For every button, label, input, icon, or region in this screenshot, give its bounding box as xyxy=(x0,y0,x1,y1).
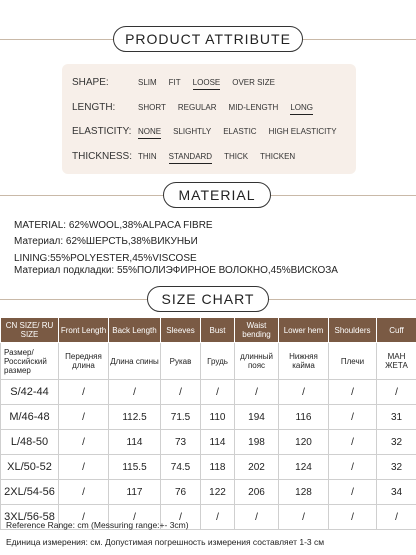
lining-en xyxy=(14,253,197,264)
material-en-label: MATERIAL: xyxy=(14,220,69,231)
value-cell: 194 xyxy=(235,405,279,430)
header-cell: Back Length xyxy=(109,318,161,343)
header-cell: Shoulders xyxy=(329,318,377,343)
value-cell: / xyxy=(235,380,279,405)
value-cell: 32 xyxy=(377,430,416,455)
size-cell: XL/50-52 xyxy=(1,455,59,480)
attribute-option-selected: STANDARD xyxy=(168,151,213,161)
header-cell: Bust xyxy=(201,318,235,343)
value-cell: / xyxy=(59,455,109,480)
value-cell: 71.5 xyxy=(161,405,201,430)
ru-header-cell: Нижняя кайма xyxy=(279,343,329,380)
lining-ru-label: Материал подкладки: xyxy=(14,265,117,276)
table-row xyxy=(1,430,416,455)
size-cell: L/48-50 xyxy=(1,430,59,455)
attribute-label: ELASTICITY: xyxy=(72,125,132,137)
table-row xyxy=(1,455,416,480)
attribute-row-length xyxy=(72,98,325,116)
table-row xyxy=(1,405,416,430)
ru-header-cell: Грудь xyxy=(201,343,235,380)
value-cell: 124 xyxy=(279,455,329,480)
value-cell: / xyxy=(201,505,235,530)
value-cell: 206 xyxy=(235,480,279,505)
value-cell: / xyxy=(329,430,377,455)
ru-header-cell: Рукав xyxy=(161,343,201,380)
size-table xyxy=(0,317,416,530)
product-attribute-header xyxy=(0,26,416,52)
value-cell: 34 xyxy=(377,480,416,505)
product-attribute-title: PRODUCT ATTRIBUTE xyxy=(113,26,303,52)
value-cell: 202 xyxy=(235,455,279,480)
size-cell: M/46-48 xyxy=(1,405,59,430)
table-row xyxy=(1,380,416,405)
value-cell: 114 xyxy=(109,430,161,455)
attribute-option: MID-LENGTH xyxy=(228,102,279,112)
material-ru xyxy=(14,236,198,247)
size-table-header xyxy=(1,318,416,343)
attribute-row-elasticity xyxy=(72,122,349,140)
attribute-row-shape xyxy=(72,73,287,91)
reference-note-en: Reference Range: cm (Messuring range:+- 3cm) xyxy=(6,520,189,530)
value-cell: 120 xyxy=(279,430,329,455)
size-chart-title: SIZE CHART xyxy=(147,286,269,312)
attribute-label: SHAPE: xyxy=(72,76,109,88)
header-cell: Waist bending xyxy=(235,318,279,343)
attribute-option: OVER SIZE xyxy=(232,77,275,87)
value-cell: / xyxy=(329,405,377,430)
attribute-option: THICK xyxy=(224,151,249,161)
value-cell: 118 xyxy=(201,455,235,480)
attribute-option: SLIM xyxy=(138,77,157,87)
size-table-ru-header xyxy=(1,343,416,380)
attribute-option-selected: LOOSE xyxy=(192,77,221,87)
attribute-option: THICKEN xyxy=(260,151,296,161)
value-cell: 73 xyxy=(161,430,201,455)
value-cell: / xyxy=(59,405,109,430)
header-cell: Front Length xyxy=(59,318,109,343)
value-cell: / xyxy=(279,380,329,405)
size-chart-header xyxy=(0,286,416,312)
ru-header-cell: Передняя длина xyxy=(59,343,109,380)
material-en xyxy=(14,220,213,231)
attribute-row-thickness xyxy=(72,147,307,165)
value-cell: / xyxy=(235,505,279,530)
attribute-label: LENGTH: xyxy=(72,101,116,113)
attribute-panel xyxy=(62,64,356,174)
material-header xyxy=(0,182,416,208)
value-cell: 112.5 xyxy=(109,405,161,430)
material-en-value: 62%WOOL,38%ALPACA FIBRE xyxy=(68,220,213,231)
value-cell: / xyxy=(329,505,377,530)
attribute-option: SLIGHTLY xyxy=(173,126,212,136)
reference-note-ru: Единица измерения: см. Допустимая погрешность измерения составляет 1-3 см xyxy=(6,537,325,547)
table-row xyxy=(1,480,416,505)
value-cell: 110 xyxy=(201,405,235,430)
material-ru-value: 62%ШЕРСТЬ,38%ВИКУНЬИ xyxy=(65,236,198,247)
value-cell: 128 xyxy=(279,480,329,505)
value-cell: 74.5 xyxy=(161,455,201,480)
attribute-option: HIGH ELASTICITY xyxy=(268,126,337,136)
value-cell: / xyxy=(279,505,329,530)
attribute-option-selected: LONG xyxy=(290,102,313,112)
value-cell: 198 xyxy=(235,430,279,455)
attribute-label: THICKNESS: xyxy=(72,150,133,162)
header-cell: Sleeves xyxy=(161,318,201,343)
lining-ru-value: 55%ПОЛИЭФИРНОЕ ВОЛОКНО,45%ВИСКОЗА xyxy=(116,265,338,276)
value-cell: / xyxy=(201,380,235,405)
header-cell: CN SIZE/ RU SIZE xyxy=(1,318,59,343)
size-cell: 2XL/54-56 xyxy=(1,480,59,505)
lining-en-label: LINING: xyxy=(14,253,51,264)
size-cell: S/42-44 xyxy=(1,380,59,405)
value-cell: / xyxy=(329,480,377,505)
value-cell: 31 xyxy=(377,405,416,430)
attribute-option: THIN xyxy=(138,151,157,161)
value-cell: / xyxy=(59,480,109,505)
value-cell: 116 xyxy=(279,405,329,430)
size-cell: 3XL/56-58 xyxy=(1,505,59,530)
value-cell: / xyxy=(59,430,109,455)
value-cell: 114 xyxy=(201,430,235,455)
value-cell: / xyxy=(377,380,416,405)
value-cell: 32 xyxy=(377,455,416,480)
value-cell: / xyxy=(329,380,377,405)
lining-ru xyxy=(14,265,338,276)
value-cell: 117 xyxy=(109,480,161,505)
value-cell: / xyxy=(59,505,109,530)
attribute-option-selected: NONE xyxy=(138,126,162,136)
ru-header-cell: длинный пояс xyxy=(235,343,279,380)
material-ru-label: Материал: xyxy=(14,236,66,247)
ru-header-cell: Длина спины xyxy=(109,343,161,380)
attribute-option: FIT xyxy=(168,77,181,87)
value-cell: 122 xyxy=(201,480,235,505)
value-cell: / xyxy=(161,380,201,405)
value-cell: / xyxy=(109,505,161,530)
value-cell: / xyxy=(59,380,109,405)
value-cell: / xyxy=(161,505,201,530)
header-cell: Cuff xyxy=(377,318,416,343)
ru-header-cell: Размер/ Российский размер xyxy=(1,343,59,380)
value-cell: 76 xyxy=(161,480,201,505)
header-cell: Lower hem xyxy=(279,318,329,343)
lining-en-value: 55%POLYESTER,45%VISCOSE xyxy=(50,253,197,264)
attribute-option: REGULAR xyxy=(177,102,217,112)
attribute-option: SHORT xyxy=(138,102,166,112)
ru-header-cell: Плечи xyxy=(329,343,377,380)
attribute-option: ELASTIC xyxy=(223,126,257,136)
material-title: MATERIAL xyxy=(163,182,271,208)
value-cell: / xyxy=(109,380,161,405)
ru-header-cell: МАН ЖЕТА xyxy=(377,343,416,380)
value-cell: 115.5 xyxy=(109,455,161,480)
value-cell: / xyxy=(329,455,377,480)
value-cell: / xyxy=(377,505,416,530)
